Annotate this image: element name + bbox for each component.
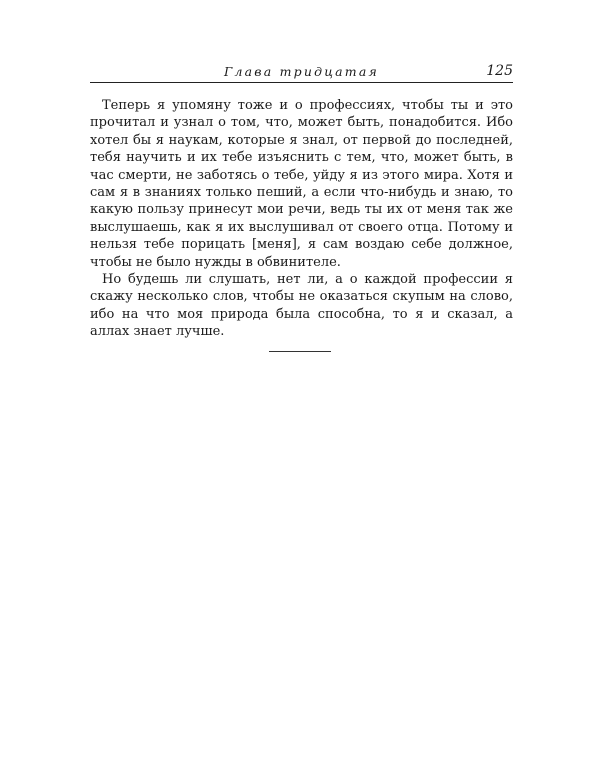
- paragraph: Теперь я упомяну тоже и о профессиях, чтобы ты и это прочитал и узнал о том, что, может быть, понадобится. Ибо хотел бы я наукам, которые я знал, от первой до последней, тебя научить и их тебе изъяснить с тем, что, может быть, в час смерти, не заботясь о тебе, уйду я из этого мира. Хотя и сам я в знаниях только пеший, а если что-нибудь и знаю, то какую пользу принесут мои речи, ведь ты их от меня так же выслушаешь, как я их выслушивал от своего отца. Потому и нельзя тебе порицать [меня], я сам воздаю себе должное, чтобы не было нужды в обвинителе.: [90, 98, 513, 270]
- section-end-rule: [269, 351, 331, 352]
- paragraph: Но будешь ли слушать, нет ли, а о каждой профессии я скажу несколько слов, чтобы не оказаться скупым на слово, ибо на что моя природа была способна, то я и сказал, а аллах знает лучше.: [90, 272, 513, 340]
- page-number: 125: [486, 63, 513, 79]
- chapter-title: Глава тридцатая: [224, 64, 379, 79]
- main-text: [90, 97, 513, 341]
- running-header: [90, 62, 513, 83]
